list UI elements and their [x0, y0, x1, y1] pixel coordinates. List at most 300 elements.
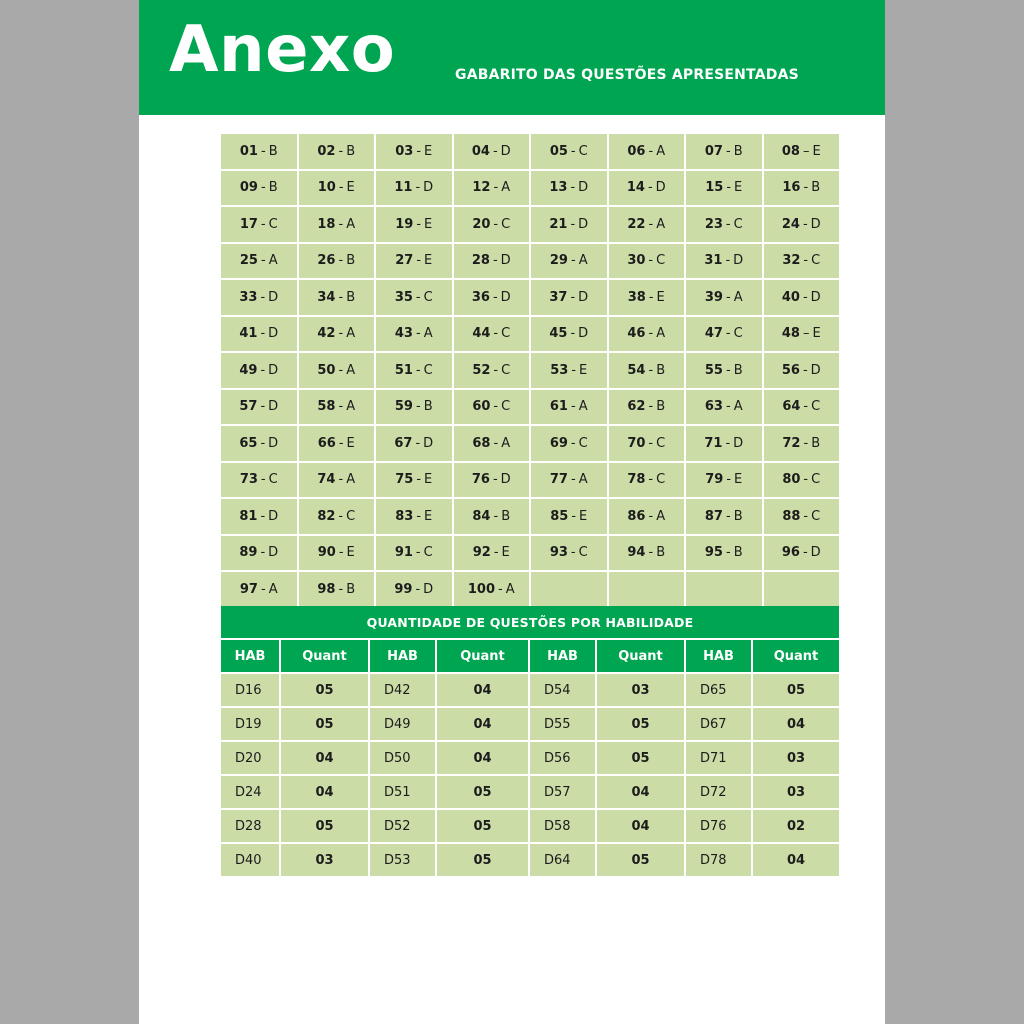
- column-header-hab: HAB: [686, 640, 751, 672]
- answer-letter: D: [500, 143, 511, 159]
- answer-letter: B: [656, 545, 666, 561]
- answer-cell: [299, 536, 375, 571]
- question-number: 44: [472, 326, 491, 342]
- answer-separator: -: [338, 362, 344, 378]
- answer-letter: B: [733, 143, 743, 159]
- answer-cell: [686, 280, 762, 315]
- answer-letter: B: [656, 399, 666, 415]
- answer-cell: [609, 426, 685, 461]
- answer-cell: [221, 353, 297, 388]
- answer-separator: -: [338, 216, 344, 232]
- page-title: Anexo: [169, 13, 396, 87]
- answer-cell: [764, 536, 840, 571]
- question-number: 25: [239, 253, 258, 269]
- answer-letter: C: [656, 472, 666, 488]
- question-number: 48: [781, 326, 800, 342]
- answer-cell: [686, 244, 762, 279]
- answer-letter: B: [733, 545, 743, 561]
- answer-separator: -: [338, 253, 344, 269]
- answer-cell: [376, 134, 452, 169]
- answer-cell: [299, 353, 375, 388]
- answer-cell: [454, 499, 530, 534]
- answer-cell: [299, 171, 375, 206]
- answer-letter: D: [578, 289, 589, 305]
- answer-cell: [454, 390, 530, 425]
- answer-cell: [531, 317, 607, 352]
- skills-table-title: QUANTIDADE DE QUESTÕES POR HABILIDADE: [221, 606, 839, 638]
- answer-separator: -: [415, 435, 421, 451]
- empty-cell: [764, 572, 840, 607]
- answer-cell: [299, 280, 375, 315]
- answer-letter: C: [811, 399, 821, 415]
- answer-cell: [764, 353, 840, 388]
- answer-letter: C: [268, 472, 278, 488]
- answer-letter: E: [346, 180, 355, 196]
- answer-cell: [221, 280, 297, 315]
- answer-letter: A: [578, 399, 588, 415]
- answer-cell: [764, 171, 840, 206]
- answer-cell: [686, 536, 762, 571]
- answer-separator: -: [260, 253, 266, 269]
- answer-letter: C: [423, 289, 433, 305]
- answer-separator: -: [493, 216, 499, 232]
- skill-code: D16: [221, 674, 279, 706]
- answer-letter: D: [423, 180, 434, 196]
- answer-separator: -: [725, 399, 731, 415]
- answer-cell: [764, 134, 840, 169]
- answer-separator: -: [648, 216, 654, 232]
- answer-cell: [454, 463, 530, 498]
- question-number: 99: [394, 581, 413, 597]
- question-number: 20: [472, 216, 491, 232]
- answer-separator: -: [571, 362, 577, 378]
- answer-letter: A: [656, 216, 666, 232]
- skill-quantity: 03: [281, 844, 368, 876]
- answer-separator: -: [260, 326, 266, 342]
- answer-cell: [299, 572, 375, 607]
- answer-separator: -: [802, 216, 808, 232]
- answer-cell: [299, 244, 375, 279]
- question-number: 33: [239, 289, 258, 305]
- skill-code: D55: [530, 708, 595, 740]
- answer-separator: -: [338, 472, 344, 488]
- answer-separator: -: [570, 472, 576, 488]
- answer-separator: -: [570, 545, 576, 561]
- answer-cell: [686, 390, 762, 425]
- question-number: 26: [317, 253, 336, 269]
- question-number: 92: [472, 545, 491, 561]
- answer-separator: -: [498, 581, 503, 597]
- skill-code: D71: [686, 742, 751, 774]
- question-number: 64: [782, 399, 801, 415]
- answer-letter: A: [346, 472, 356, 488]
- answer-letter: E: [656, 289, 665, 305]
- answer-cell: [531, 171, 607, 206]
- answer-cell: [376, 426, 452, 461]
- answer-letter: C: [811, 508, 821, 524]
- answer-separator: -: [571, 508, 577, 524]
- answer-separator: -: [648, 143, 654, 159]
- answer-letter: A: [733, 399, 743, 415]
- question-number: 07: [704, 143, 723, 159]
- skill-code: D67: [686, 708, 751, 740]
- answer-cell: [609, 463, 685, 498]
- question-number: 36: [471, 289, 490, 305]
- question-number: 45: [549, 326, 568, 342]
- answer-letter: D: [810, 216, 821, 232]
- question-number: 21: [549, 216, 568, 232]
- question-number: 65: [239, 435, 258, 451]
- answer-separator: -: [492, 472, 498, 488]
- answer-cell: [609, 353, 685, 388]
- question-number: 55: [704, 362, 723, 378]
- answer-cell: [299, 207, 375, 242]
- question-number: 62: [627, 399, 646, 415]
- answer-cell: [609, 536, 685, 571]
- answer-cell: [221, 207, 297, 242]
- answer-letter: D: [578, 180, 589, 196]
- skill-code: D28: [221, 810, 279, 842]
- answer-cell: [454, 536, 530, 571]
- answer-letter: E: [579, 508, 588, 524]
- answer-separator: -: [415, 180, 421, 196]
- answer-cell: [764, 244, 840, 279]
- answer-separator: -: [416, 508, 422, 524]
- skill-quantity: 05: [753, 674, 839, 706]
- answer-separator: -: [338, 180, 344, 196]
- answer-cell: [221, 390, 297, 425]
- answer-letter: E: [579, 362, 588, 378]
- answer-cell: [531, 280, 607, 315]
- question-number: 31: [704, 253, 723, 269]
- skill-code: D40: [221, 844, 279, 876]
- answer-separator: -: [570, 326, 576, 342]
- answer-letter: B: [423, 399, 433, 415]
- question-number: 29: [549, 253, 568, 269]
- answer-separator: -: [725, 508, 731, 524]
- answer-separator: -: [803, 472, 809, 488]
- question-number: 59: [394, 399, 413, 415]
- answer-separator: -: [493, 545, 499, 561]
- answer-letter: C: [501, 362, 511, 378]
- question-number: 78: [627, 472, 646, 488]
- answer-letter: D: [810, 289, 821, 305]
- question-number: 05: [549, 143, 568, 159]
- answer-letter: C: [733, 216, 743, 232]
- question-number: 75: [395, 472, 414, 488]
- answer-cell: [764, 426, 840, 461]
- answer-letter: B: [733, 362, 743, 378]
- answer-separator: -: [725, 545, 731, 561]
- question-number: 76: [471, 472, 490, 488]
- answer-letter: A: [578, 472, 588, 488]
- question-number: 57: [239, 399, 258, 415]
- skill-code: D49: [370, 708, 435, 740]
- answer-cell: [221, 134, 297, 169]
- answer-letter: A: [346, 216, 356, 232]
- skill-code: D56: [530, 742, 595, 774]
- question-number: 86: [627, 508, 646, 524]
- question-number: 41: [239, 326, 258, 342]
- answer-cell: [764, 317, 840, 352]
- answer-letter: B: [656, 362, 666, 378]
- question-number: 50: [317, 362, 336, 378]
- answer-key-grid: [221, 134, 839, 607]
- answer-cell: [609, 244, 685, 279]
- answer-cell: [221, 572, 297, 607]
- answer-cell: [609, 317, 685, 352]
- column-header-hab: HAB: [370, 640, 435, 672]
- answer-letter: D: [423, 581, 434, 597]
- answer-cell: [376, 536, 452, 571]
- answer-separator: -: [570, 435, 576, 451]
- skill-code: D57: [530, 776, 595, 808]
- answer-separator: -: [260, 180, 266, 196]
- question-number: 63: [704, 399, 723, 415]
- question-number: 14: [626, 180, 645, 196]
- column-header-hab: HAB: [221, 640, 279, 672]
- answer-separator: -: [416, 253, 422, 269]
- question-number: 52: [472, 362, 491, 378]
- answer-separator: -: [802, 545, 808, 561]
- answer-letter: A: [346, 362, 356, 378]
- question-number: 58: [317, 399, 336, 415]
- answer-letter: A: [501, 435, 511, 451]
- answer-letter: C: [346, 508, 356, 524]
- question-number: 88: [782, 508, 801, 524]
- answer-separator: -: [415, 581, 421, 597]
- skills-table: [221, 606, 839, 876]
- answer-separator: -: [338, 326, 344, 342]
- answer-cell: [764, 499, 840, 534]
- question-number: 66: [317, 435, 336, 451]
- skill-code: D19: [221, 708, 279, 740]
- answer-letter: D: [500, 253, 511, 269]
- answer-letter: A: [346, 399, 356, 415]
- question-number: 18: [317, 216, 336, 232]
- question-number: 100: [467, 581, 496, 597]
- question-number: 71: [704, 435, 723, 451]
- question-number: 81: [239, 508, 258, 524]
- answer-separator: -: [725, 362, 731, 378]
- answer-cell: [221, 317, 297, 352]
- question-number: 85: [550, 508, 569, 524]
- answer-cell: [531, 499, 607, 534]
- answer-separator: –: [802, 143, 810, 159]
- answer-cell: [376, 280, 452, 315]
- answer-cell: [221, 244, 297, 279]
- skill-quantity: 05: [437, 776, 528, 808]
- question-number: 11: [394, 180, 413, 196]
- answer-cell: [609, 207, 685, 242]
- question-number: 30: [627, 253, 646, 269]
- answer-letter: D: [578, 216, 589, 232]
- answer-separator: -: [492, 289, 498, 305]
- answer-letter: B: [268, 180, 278, 196]
- question-number: 15: [705, 180, 724, 196]
- skill-quantity: 04: [437, 674, 528, 706]
- skill-code: D54: [530, 674, 595, 706]
- question-number: 42: [317, 326, 336, 342]
- answer-separator: -: [803, 435, 809, 451]
- answer-cell: [299, 134, 375, 169]
- answer-letter: C: [811, 253, 821, 269]
- answer-letter: E: [424, 472, 433, 488]
- answer-letter: D: [268, 399, 279, 415]
- answer-letter: E: [734, 472, 743, 488]
- answer-letter: D: [268, 435, 279, 451]
- skill-quantity: 05: [437, 844, 528, 876]
- skill-code: D42: [370, 674, 435, 706]
- answer-letter: A: [656, 326, 666, 342]
- question-number: 40: [781, 289, 800, 305]
- answer-separator: -: [570, 180, 576, 196]
- question-number: 47: [704, 326, 723, 342]
- answer-letter: D: [500, 472, 511, 488]
- question-number: 77: [549, 472, 568, 488]
- answer-cell: [686, 463, 762, 498]
- skill-code: D72: [686, 776, 751, 808]
- answer-separator: -: [803, 253, 809, 269]
- empty-cell: [609, 572, 685, 607]
- answer-separator: -: [648, 326, 654, 342]
- question-number: 72: [782, 435, 801, 451]
- answer-separator: -: [725, 253, 731, 269]
- answer-separator: -: [338, 143, 344, 159]
- answer-cell: [376, 499, 452, 534]
- answer-separator: -: [648, 435, 654, 451]
- answer-letter: A: [505, 581, 515, 597]
- skill-code: D65: [686, 674, 751, 706]
- answer-letter: C: [423, 362, 433, 378]
- question-number: 61: [549, 399, 568, 415]
- answer-cell: [221, 171, 297, 206]
- answer-separator: -: [260, 581, 266, 597]
- skill-quantity: 04: [437, 742, 528, 774]
- answer-separator: -: [803, 508, 809, 524]
- answer-letter: E: [734, 180, 743, 196]
- answer-separator: -: [648, 508, 654, 524]
- answer-cell: [686, 317, 762, 352]
- answer-cell: [299, 390, 375, 425]
- answer-separator: -: [648, 399, 654, 415]
- question-number: 03: [395, 143, 414, 159]
- answer-separator: -: [802, 289, 808, 305]
- answer-letter: A: [268, 253, 278, 269]
- answer-letter: A: [733, 289, 743, 305]
- document-page: [139, 0, 885, 1024]
- question-number: 96: [781, 545, 800, 561]
- answer-letter: B: [346, 289, 356, 305]
- answer-separator: -: [726, 180, 732, 196]
- answer-cell: [609, 390, 685, 425]
- question-number: 67: [394, 435, 413, 451]
- answer-cell: [764, 280, 840, 315]
- skill-quantity: 04: [753, 844, 839, 876]
- answer-separator: -: [415, 545, 421, 561]
- skill-quantity: 05: [597, 844, 684, 876]
- answer-separator: -: [260, 508, 266, 524]
- question-number: 39: [704, 289, 723, 305]
- answer-cell: [686, 207, 762, 242]
- column-header-quant: Quant: [753, 640, 839, 672]
- skill-code: D52: [370, 810, 435, 842]
- empty-cell: [686, 572, 762, 607]
- question-number: 53: [550, 362, 569, 378]
- answer-letter: D: [423, 435, 434, 451]
- question-number: 82: [317, 508, 336, 524]
- answer-separator: -: [493, 180, 499, 196]
- answer-letter: A: [656, 143, 666, 159]
- skill-quantity: 05: [597, 708, 684, 740]
- answer-cell: [454, 244, 530, 279]
- question-number: 49: [239, 362, 258, 378]
- answer-letter: B: [346, 253, 356, 269]
- skill-code: D78: [686, 844, 751, 876]
- answer-separator: -: [416, 216, 422, 232]
- skill-quantity: 02: [753, 810, 839, 842]
- question-number: 60: [472, 399, 491, 415]
- answer-letter: B: [811, 180, 821, 196]
- answer-letter: D: [655, 180, 666, 196]
- skill-quantity: 04: [281, 742, 368, 774]
- question-number: 90: [317, 545, 336, 561]
- answer-separator: -: [415, 289, 421, 305]
- answer-separator: -: [260, 362, 266, 378]
- answer-cell: [376, 390, 452, 425]
- answer-separator: -: [725, 435, 731, 451]
- answer-separator: -: [338, 545, 344, 561]
- skill-quantity: 05: [281, 810, 368, 842]
- answer-letter: C: [811, 472, 821, 488]
- answer-letter: E: [424, 216, 433, 232]
- answer-separator: -: [493, 362, 499, 378]
- answer-cell: [531, 390, 607, 425]
- answer-letter: E: [424, 253, 433, 269]
- answer-cell: [454, 280, 530, 315]
- skill-quantity: 04: [437, 708, 528, 740]
- answer-cell: [299, 426, 375, 461]
- answer-letter: A: [656, 508, 666, 524]
- answer-letter: A: [423, 326, 433, 342]
- answer-letter: D: [268, 508, 279, 524]
- answer-cell: [686, 426, 762, 461]
- answer-separator: -: [260, 216, 266, 232]
- answer-separator: -: [260, 472, 266, 488]
- answer-separator: -: [725, 216, 731, 232]
- answer-cell: [376, 207, 452, 242]
- page-header: [139, 0, 885, 115]
- question-number: 68: [472, 435, 491, 451]
- question-number: 97: [239, 581, 258, 597]
- question-number: 37: [549, 289, 568, 305]
- answer-letter: C: [578, 545, 588, 561]
- answer-separator: -: [260, 289, 266, 305]
- answer-separator: -: [260, 143, 266, 159]
- question-number: 34: [317, 289, 336, 305]
- answer-cell: [609, 280, 685, 315]
- question-number: 51: [394, 362, 413, 378]
- answer-separator: -: [648, 289, 654, 305]
- answer-separator: -: [338, 435, 344, 451]
- answer-cell: [221, 499, 297, 534]
- empty-cell: [531, 572, 607, 607]
- question-number: 13: [549, 180, 568, 196]
- answer-separator: -: [415, 326, 421, 342]
- question-number: 32: [782, 253, 801, 269]
- answer-letter: D: [268, 362, 279, 378]
- skill-quantity: 05: [437, 810, 528, 842]
